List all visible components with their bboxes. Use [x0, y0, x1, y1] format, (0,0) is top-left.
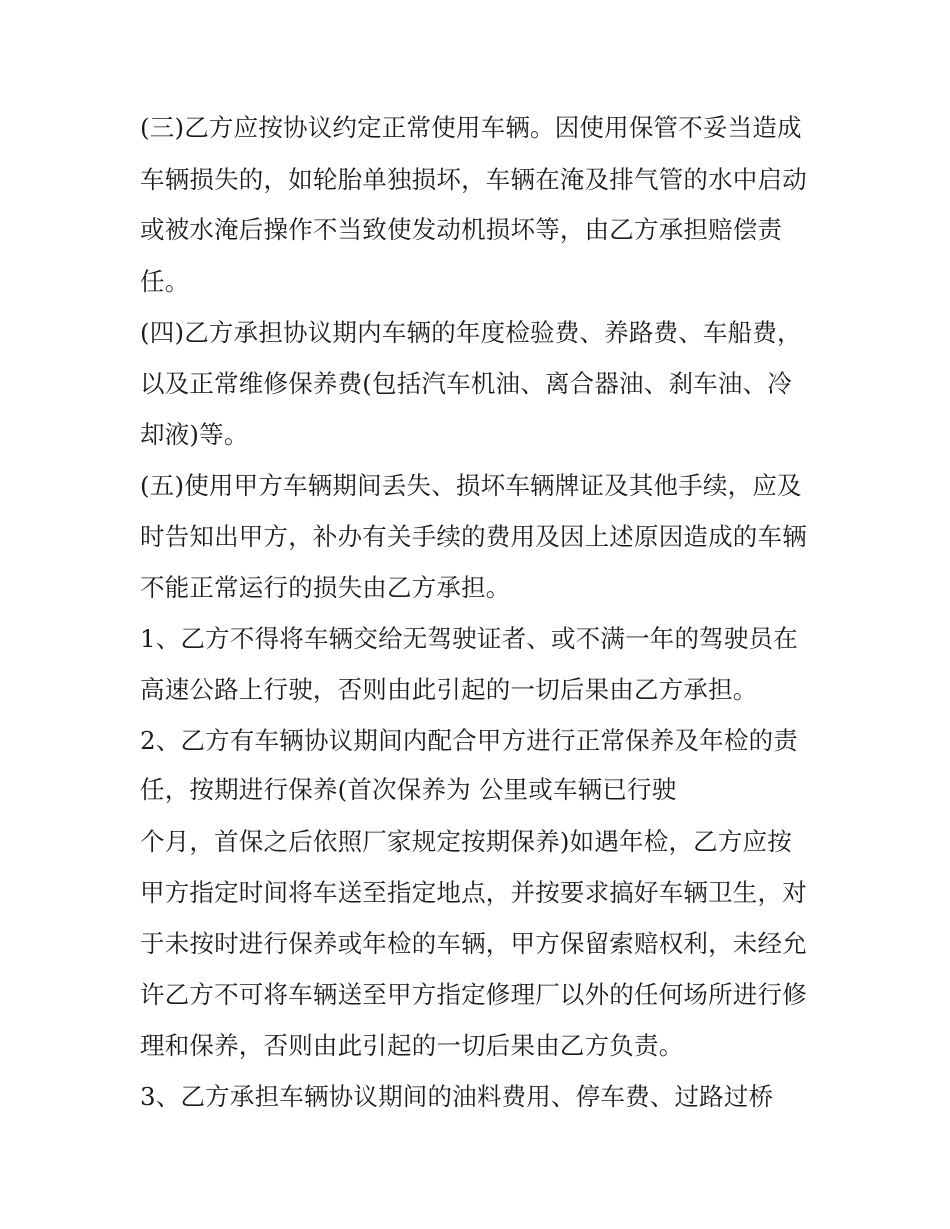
clause-5-line-3: 不能正常运行的损失由乙方承担。 — [140, 573, 511, 602]
item-1-line-2: 高速公路上行驶，否则由此引起的一切后果由乙方承担。 — [140, 675, 758, 704]
clause-4-line-1: (四)乙方承担协议期内车辆的年度检验费、养路费、车船费， — [140, 318, 802, 347]
item-2-line-2: 任，按期进行保养(首次保养为 公里或车辆已行驶 — [140, 775, 677, 804]
item-3-line-1: 3、乙方承担车辆协议期间的油料费用、停车费、过路过桥 — [140, 1082, 774, 1111]
clause-5-line-1: (五)使用甲方车辆期间丢失、损坏车辆牌证及其他手续，应及 — [140, 471, 802, 500]
item-2-line-3: 个月，首保之后依照厂家规定按期保养)如遇年检，乙方应按 — [140, 827, 792, 856]
item-2-line-1: 2、乙方有车辆协议期间内配合甲方进行正常保养及年检的责 — [140, 726, 798, 755]
clause-5-line-2: 时告知出甲方，补办有关手续的费用及因上述原因造成的车辆 — [140, 522, 807, 551]
item-2-line-6: 许乙方不可将车辆送至甲方指定修理厂以外的任何场所进行修 — [140, 980, 807, 1009]
item-2-line-5: 于未按时进行保养或年检的车辆，甲方保留索赔权利，未经允 — [140, 929, 807, 958]
clause-3-line-3: 或被水淹后操作不当致使发动机损坏等，由乙方承担赔偿责 — [140, 215, 783, 244]
clause-3-line-1: (三)乙方应按协议约定正常使用车辆。因使用保管不妥当造成 — [140, 113, 802, 142]
item-2-line-4: 甲方指定时间将车送至指定地点，并按要求搞好车辆卫生，对 — [140, 878, 807, 907]
clause-3-line-4: 任。 — [140, 267, 190, 296]
clause-4-line-3: 却液)等。 — [140, 420, 249, 449]
item-2-line-7: 理和保养，否则由此引起的一切后果由乙方负责。 — [140, 1031, 684, 1060]
clause-3-line-2: 车辆损失的，如轮胎单独损坏，车辆在淹及排气管的水中启动 — [140, 165, 807, 194]
item-1-line-1: 1、乙方不得将车辆交给无驾驶证者、或不满一年的驾驶员在 — [140, 624, 798, 653]
clause-4-line-2: 以及正常维修保养费(包括汽车机油、离合器油、刹车油、冷 — [140, 369, 792, 398]
